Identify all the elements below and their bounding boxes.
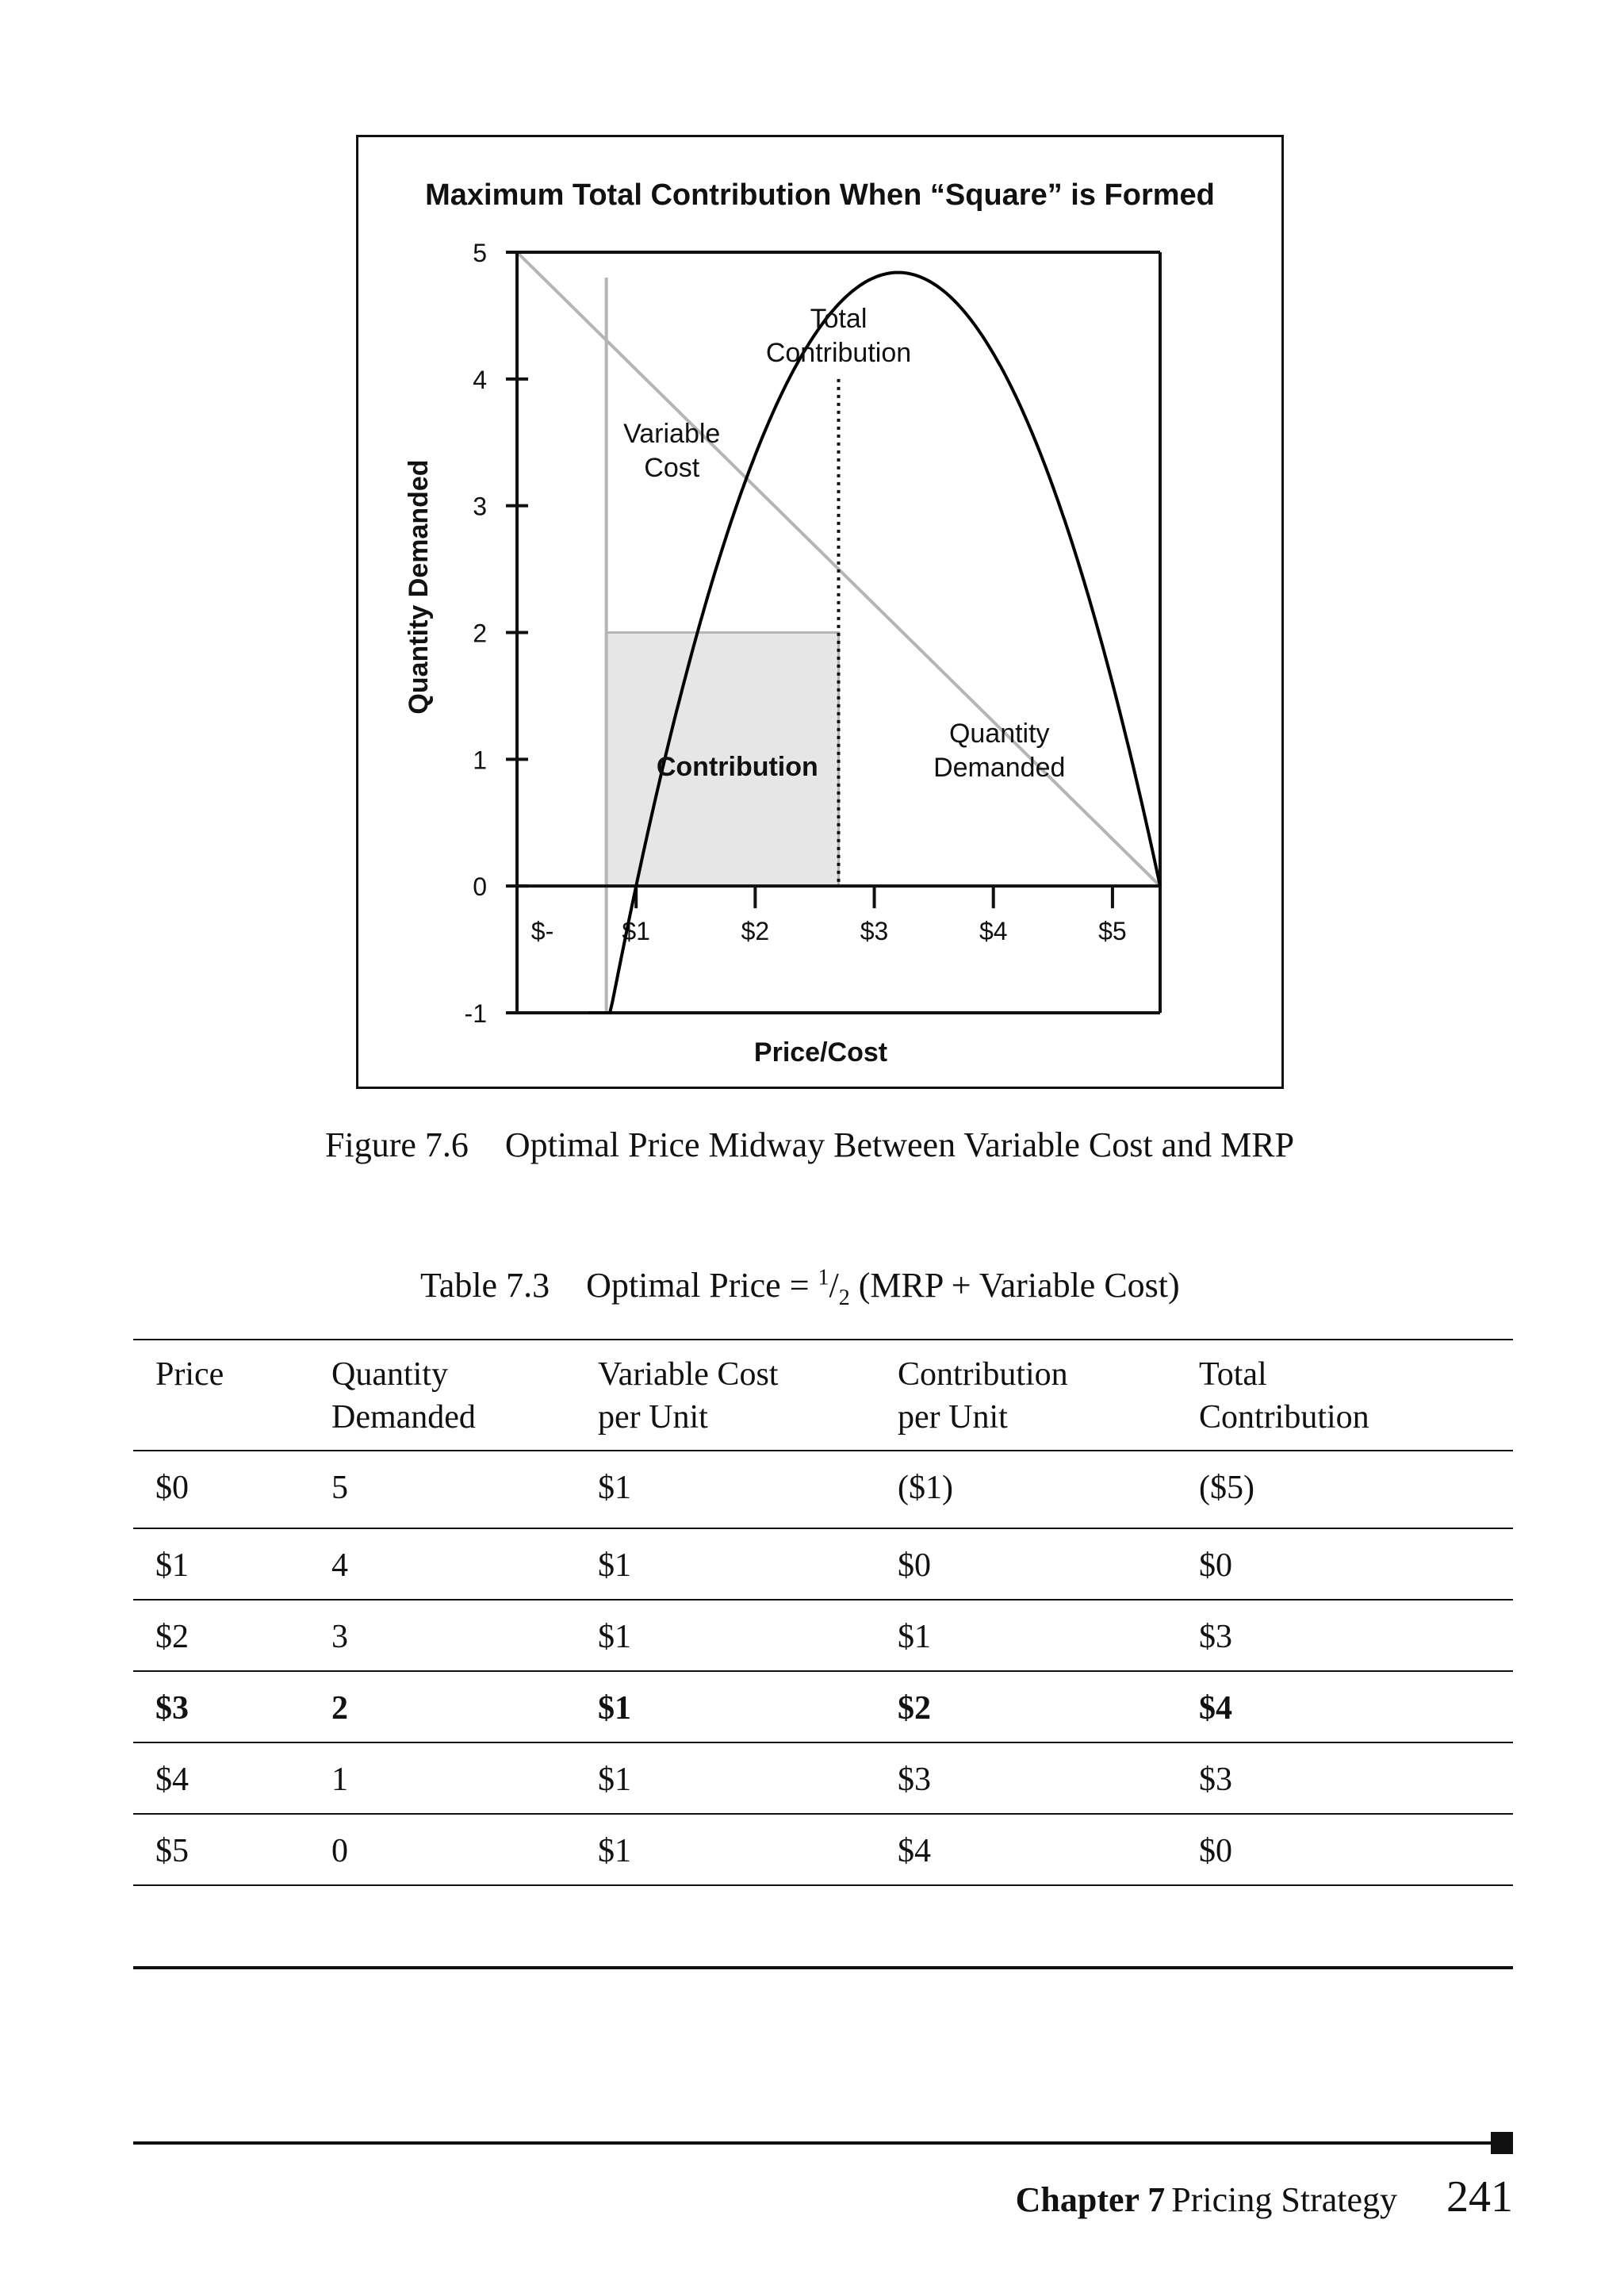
x-tick-label: $1	[622, 917, 650, 946]
fraction-numerator: 1	[818, 1265, 829, 1290]
fraction-denominator: 2	[838, 1285, 850, 1310]
y-axis-label: Quantity Demanded	[404, 459, 434, 715]
cell-variable-cost: $1	[598, 1619, 631, 1655]
table-row	[133, 1742, 1513, 1814]
page-number: 241	[1446, 2172, 1513, 2222]
cell-price: $3	[155, 1690, 189, 1727]
x-axis-label: Price/Cost	[753, 1037, 888, 1068]
cell-price: $5	[155, 1833, 189, 1869]
cell-quantity: 0	[331, 1833, 348, 1869]
figure-border	[358, 136, 1283, 1088]
table-end-rule	[133, 1966, 1513, 1969]
cell-variable-cost: $1	[598, 1547, 631, 1584]
footer-section: Pricing Strategy	[1171, 2180, 1397, 2219]
cell-price: $0	[155, 1470, 189, 1506]
annotation-quantity-demanded: Demanded	[933, 753, 1066, 783]
annotation-contribution: Contribution	[656, 752, 818, 782]
y-tick-label: 3	[473, 492, 487, 521]
footer-chapter: Chapter 7	[1015, 2180, 1166, 2219]
header-total-contribution: Total Contribution	[1199, 1356, 1369, 1436]
figure-7-6	[356, 135, 1284, 1089]
table-caption-post: (MRP + Variable Cost)	[849, 1266, 1180, 1305]
cell-price: $1	[155, 1547, 189, 1584]
footer-rule	[133, 2141, 1502, 2145]
cell-total-contribution: $3	[1199, 1619, 1232, 1655]
header-price: Price	[155, 1356, 224, 1393]
table-header-row	[133, 1340, 1513, 1451]
y-tick-label: 0	[473, 872, 487, 902]
figure-number: Figure 7.6	[325, 1125, 469, 1164]
table-number: Table 7.3	[420, 1266, 550, 1305]
cell-quantity: 1	[331, 1762, 348, 1798]
cell-quantity: 4	[331, 1547, 348, 1584]
x-tick-label: $4	[979, 917, 1008, 946]
cell-contribution-per-unit: $0	[898, 1547, 931, 1584]
figure-caption-text: Optimal Price Midway Between Variable Cost and MRP	[504, 1125, 1295, 1164]
cell-variable-cost: $1	[598, 1470, 631, 1506]
figure-caption	[325, 1125, 1356, 1165]
annotation-variable-cost: Cost	[644, 453, 700, 483]
header-variable-cost: Variable Cost per Unit	[598, 1356, 779, 1436]
cell-contribution-per-unit: $2	[898, 1690, 931, 1727]
cell-contribution-per-unit: $3	[898, 1762, 931, 1798]
table-row-highlighted	[133, 1671, 1513, 1742]
header-contribution-per-unit: Contribution per Unit	[898, 1356, 1068, 1436]
table-7-3	[133, 1339, 1513, 1886]
cell-total-contribution: $0	[1199, 1833, 1232, 1869]
table-caption: Table 7.3 Optimal Price = $^1/_2$ (MRP + Variable Cost)	[420, 1265, 1180, 1310]
x-tick-label: $2	[741, 917, 770, 946]
table-caption-pre: Optimal Price =	[586, 1266, 818, 1305]
y-tick-label: 1	[473, 746, 487, 775]
x-tick-label: $3	[860, 917, 889, 946]
cell-total-contribution: ($5)	[1199, 1470, 1254, 1506]
cell-price: $4	[155, 1762, 189, 1798]
cell-quantity: 3	[331, 1619, 348, 1655]
cell-total-contribution: $4	[1199, 1690, 1232, 1727]
annotation-total-contribution: Total	[810, 304, 868, 334]
footer-square-marker	[1491, 2132, 1513, 2154]
y-tick-label: 5	[473, 239, 487, 267]
cell-quantity: 5	[331, 1470, 348, 1506]
table-row	[133, 1814, 1513, 1885]
chart	[356, 135, 1284, 1089]
y-tick-label: 4	[473, 365, 487, 394]
cell-variable-cost: $1	[598, 1762, 631, 1798]
cell-quantity: 2	[331, 1690, 348, 1727]
table-row	[133, 1528, 1513, 1600]
x-tick-label: $-	[530, 917, 554, 946]
annotation-total-contribution: Contribution	[765, 338, 912, 368]
cell-price: $2	[155, 1619, 189, 1655]
annotation-quantity-demanded: Quantity	[948, 719, 1050, 749]
header-quantity-demanded: Quantity Demanded	[331, 1356, 476, 1436]
annotation-variable-cost: Variable	[623, 419, 721, 449]
cell-variable-cost: $1	[598, 1690, 631, 1727]
y-tick-label: 2	[473, 619, 487, 648]
cell-contribution-per-unit: $1	[898, 1619, 931, 1655]
cell-contribution-per-unit: $4	[898, 1833, 931, 1869]
cell-variable-cost: $1	[598, 1833, 631, 1869]
cell-contribution-per-unit: ($1)	[898, 1470, 953, 1506]
cell-total-contribution: $3	[1199, 1762, 1232, 1798]
table-row	[133, 1451, 1513, 1528]
plot-area	[465, 239, 1160, 1028]
y-tick-label: -1	[464, 999, 487, 1028]
x-tick-label: $5	[1098, 917, 1127, 946]
chart-title: Maximum Total Contribution When “Square” is Formed	[425, 178, 1215, 212]
cell-total-contribution: $0	[1199, 1547, 1232, 1584]
running-footer	[872, 2172, 1513, 2222]
table-row	[133, 1600, 1513, 1671]
